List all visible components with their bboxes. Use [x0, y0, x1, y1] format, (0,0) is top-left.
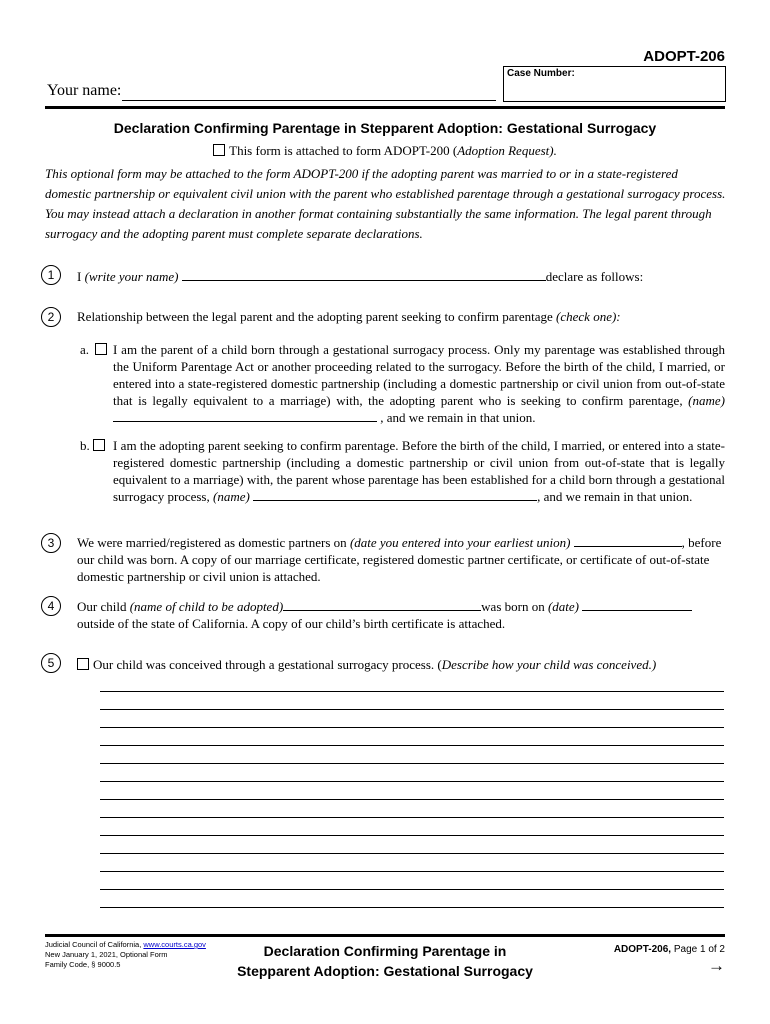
case-number-field[interactable]	[503, 66, 726, 102]
birth-date-field[interactable]	[582, 598, 692, 611]
footer-info: Judicial Council of California, www.courts.ca.gov New January 1, 2021, Optional Form Family Code, § 9000.5	[45, 940, 206, 969]
option-a-checkbox[interactable]	[95, 343, 107, 355]
case-number-label: Case Number:	[507, 68, 575, 79]
page-title: Declaration Confirming Parentage in Stepparent Adoption: Gestational Surrogacy	[113, 120, 657, 136]
option-b-checkbox[interactable]	[93, 439, 105, 451]
child-name-field[interactable]	[283, 598, 481, 611]
your-name-label: Your name:	[47, 82, 122, 99]
item-number-1: 1	[41, 265, 61, 285]
form-id: ADOPT-206	[643, 48, 725, 65]
item-2: Relationship between the legal parent and the adopting parent seeking to confirm parentage (check one):	[77, 309, 621, 324]
conceived-checkbox[interactable]	[77, 658, 89, 670]
item-1: I (write your name) declare as follows:	[77, 269, 644, 284]
item-3: We were married/registered as domestic partners on (date you entered into your earliest union) , before our child was born. A copy of our marriage certificate, registered domestic partner certificate, or certificate of out-of-state domestic partnership or civil union is attached.	[77, 535, 722, 584]
attached-italic: Adoption Request).	[457, 143, 557, 158]
item-number-3: 3	[41, 533, 61, 553]
your-name-field[interactable]	[122, 100, 496, 101]
footer-page: ADOPT-206, Page 1 of 2	[613, 944, 725, 955]
item-number-2: 2	[41, 307, 61, 327]
item-number-4: 4	[41, 596, 61, 616]
declarant-name-field[interactable]	[182, 268, 546, 281]
footer-divider	[45, 934, 725, 937]
option-b-label: b.	[80, 438, 90, 453]
option-b-name-field[interactable]	[253, 488, 537, 501]
option-a-label: a.	[80, 342, 90, 357]
item-number-5: 5	[41, 653, 61, 673]
item-5: Our child was conceived through a gestational surrogacy process. (Describe how your child was conceived.)	[77, 656, 656, 673]
option-b-text: I am the adopting parent seeking to confirm parentage. Before the birth of the child, I married, or entered into a state-registered domestic partnership (including a domestic partnership or civil union from out-of-state that is legally equivalent to a marriage) with, the parent whose parentage has been established for a child born through a gestational surrogacy process, (name) , and we remain in that union.	[113, 438, 725, 504]
attached-line	[0, 143, 770, 159]
option-a-name-field[interactable]	[113, 409, 377, 422]
attached-checkbox[interactable]	[213, 144, 225, 156]
item-4: Our child (name of child to be adopted) was born on (date) outside of the state of California. A copy of our child’s birth certificate is attached.	[77, 598, 725, 632]
intro-text: This optional form may be attached to the form ADOPT-200 if the adopting parent was married to or in a state-registered domestic partnership or equivalent civil union with the parent who established parentage through a gestational surrogacy process. You may instead attach a declaration in another format containing substantially the same information. The legal parent through surrogacy and the adopting parent must complete separate declarations.	[45, 166, 726, 241]
option-a-text: I am the parent of a child born through a gestational surrogacy process. Only my parentage was established through the Uniform Parentage Act or another proceeding related to the surrogacy. Before the birth of the child, I married, or entered into a state-registered domestic partnership (including a domestic partnership or civil union from out-of-state that is legally equivalent to a marriage) with, the adopting parent who is seeking to confirm parentage, (name) , and we remain in that union.	[113, 342, 725, 425]
footer-title: Declaration Confirming Parentage in Stepparent Adoption: Gestational Surrogacy	[237, 943, 533, 979]
header-divider	[45, 106, 725, 109]
attached-text: This form is attached to form ADOPT-200 (	[229, 143, 458, 158]
courts-link[interactable]: www.courts.ca.gov	[143, 940, 206, 949]
arrow-right-icon[interactable]: →	[708, 956, 725, 975]
union-date-field[interactable]	[574, 534, 682, 547]
